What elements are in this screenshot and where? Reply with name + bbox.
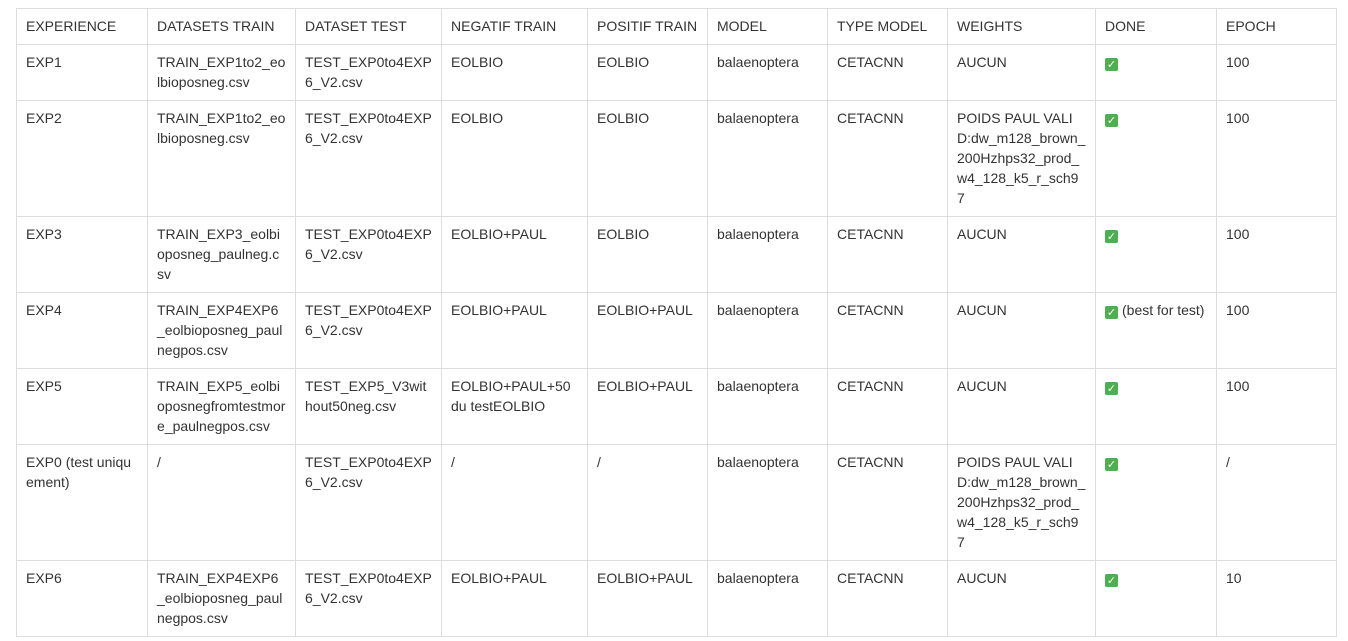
cell-positif-train: EOLBIO <box>588 101 708 217</box>
cell-negatif-train: EOLBIO <box>442 45 588 101</box>
check-mark-icon: ✓ <box>1106 230 1117 243</box>
cell-model: balaenoptera <box>708 217 828 293</box>
header-row <box>17 9 1337 45</box>
cell-epoch: 100 <box>1217 293 1337 369</box>
cell-done <box>1096 561 1217 637</box>
cell-done <box>1096 369 1217 445</box>
cell-weights: AUCUN <box>948 561 1096 637</box>
cell-epoch: 10 <box>1217 561 1337 637</box>
cell-type-model: CETACNN <box>828 45 948 101</box>
cell-datasets-train: TRAIN_EXP1to2_eolbioposneg.csv <box>148 45 296 101</box>
cell-done <box>1096 217 1217 293</box>
cell-model: balaenoptera <box>708 45 828 101</box>
cell-dataset-test: TEST_EXP0to4EXP6_V2.csv <box>296 561 442 637</box>
cell-positif-train: / <box>588 445 708 561</box>
check-mark-icon: ✓ <box>1106 458 1117 471</box>
table-row <box>17 561 1337 637</box>
cell-dataset-test: TEST_EXP0to4EXP6_V2.csv <box>296 217 442 293</box>
cell-dataset-test: TEST_EXP0to4EXP6_V2.csv <box>296 45 442 101</box>
cell-epoch: 100 <box>1217 45 1337 101</box>
header-type-model: TYPE MODEL <box>828 9 948 45</box>
cell-negatif-train: / <box>442 445 588 561</box>
cell-model: balaenoptera <box>708 369 828 445</box>
header-model: MODEL <box>708 9 828 45</box>
cell-weights: POIDS PAUL VALID:dw_m128_brown_200Hzhps32_prod_w4_128_k5_r_sch97 <box>948 101 1096 217</box>
table-header <box>17 9 1337 45</box>
cell-experience: EXP2 <box>17 101 148 217</box>
cell-weights: AUCUN <box>948 217 1096 293</box>
header-done: DONE <box>1096 9 1217 45</box>
cell-experience: EXP1 <box>17 45 148 101</box>
cell-datasets-train: TRAIN_EXP5_eolbioposnegfromtestmore_paulnegpos.csv <box>148 369 296 445</box>
cell-type-model: CETACNN <box>828 217 948 293</box>
check-mark-icon: ✓ <box>1106 114 1117 127</box>
cell-done <box>1096 293 1217 369</box>
cell-dataset-test: TEST_EXP0to4EXP6_V2.csv <box>296 445 442 561</box>
table-row <box>17 45 1337 101</box>
check-mark-icon: ✓ <box>1106 574 1117 587</box>
cell-experience: EXP0 (test uniquement) <box>17 445 148 561</box>
cell-negatif-train: EOLBIO <box>442 101 588 217</box>
table-row <box>17 445 1337 561</box>
cell-dataset-test: TEST_EXP5_V3without50neg.csv <box>296 369 442 445</box>
experiments-table <box>16 8 1337 637</box>
table-body <box>17 45 1337 637</box>
header-weights: WEIGHTS <box>948 9 1096 45</box>
cell-epoch: 100 <box>1217 217 1337 293</box>
cell-negatif-train: EOLBIO+PAUL+50du testEOLBIO <box>442 369 588 445</box>
cell-type-model: CETACNN <box>828 101 948 217</box>
cell-weights: AUCUN <box>948 293 1096 369</box>
cell-done <box>1096 101 1217 217</box>
check-mark-icon: ✓ <box>1106 58 1117 71</box>
cell-positif-train: EOLBIO <box>588 217 708 293</box>
cell-datasets-train: TRAIN_EXP1to2_eolbioposneg.csv <box>148 101 296 217</box>
table-row <box>17 293 1337 369</box>
experiments-table-container <box>16 8 1337 637</box>
cell-model: balaenoptera <box>708 561 828 637</box>
header-positif-train: POSITIF TRAIN <box>588 9 708 45</box>
cell-datasets-train: TRAIN_EXP4EXP6_eolbioposneg_paulnegpos.csv <box>148 561 296 637</box>
cell-model: balaenoptera <box>708 101 828 217</box>
cell-negatif-train: EOLBIO+PAUL <box>442 561 588 637</box>
cell-datasets-train: / <box>148 445 296 561</box>
cell-type-model: CETACNN <box>828 369 948 445</box>
cell-negatif-train: EOLBIO+PAUL <box>442 217 588 293</box>
cell-type-model: CETACNN <box>828 293 948 369</box>
cell-epoch: 100 <box>1217 101 1337 217</box>
cell-positif-train: EOLBIO+PAUL <box>588 369 708 445</box>
cell-epoch: 100 <box>1217 369 1337 445</box>
cell-type-model: CETACNN <box>828 561 948 637</box>
cell-negatif-train: EOLBIO+PAUL <box>442 293 588 369</box>
cell-weights: POIDS PAUL VALID:dw_m128_brown_200Hzhps32_prod_w4_128_k5_r_sch97 <box>948 445 1096 561</box>
check-mark-icon: ✓ <box>1106 382 1117 395</box>
cell-dataset-test: TEST_EXP0to4EXP6_V2.csv <box>296 101 442 217</box>
header-experience: EXPERIENCE <box>17 9 148 45</box>
header-epoch: EPOCH <box>1217 9 1337 45</box>
cell-weights: AUCUN <box>948 369 1096 445</box>
cell-type-model: CETACNN <box>828 445 948 561</box>
cell-done <box>1096 45 1217 101</box>
cell-experience: EXP4 <box>17 293 148 369</box>
cell-datasets-train: TRAIN_EXP4EXP6_eolbioposneg_paulnegpos.csv <box>148 293 296 369</box>
cell-epoch: / <box>1217 445 1337 561</box>
cell-experience: EXP5 <box>17 369 148 445</box>
done-note: (best for test) <box>1122 302 1205 318</box>
cell-experience: EXP6 <box>17 561 148 637</box>
cell-experience: EXP3 <box>17 217 148 293</box>
table-row <box>17 369 1337 445</box>
table-row <box>17 217 1337 293</box>
table-row <box>17 101 1337 217</box>
check-mark-icon: ✓ <box>1106 306 1117 319</box>
header-negatif-train: NEGATIF TRAIN <box>442 9 588 45</box>
cell-positif-train: EOLBIO <box>588 45 708 101</box>
cell-positif-train: EOLBIO+PAUL <box>588 561 708 637</box>
header-dataset-test: DATASET TEST <box>296 9 442 45</box>
cell-done <box>1096 445 1217 561</box>
cell-datasets-train: TRAIN_EXP3_eolbioposneg_paulneg.csv <box>148 217 296 293</box>
cell-dataset-test: TEST_EXP0to4EXP6_V2.csv <box>296 293 442 369</box>
cell-positif-train: EOLBIO+PAUL <box>588 293 708 369</box>
cell-model: balaenoptera <box>708 293 828 369</box>
header-datasets-train: DATASETS TRAIN <box>148 9 296 45</box>
cell-weights: AUCUN <box>948 45 1096 101</box>
cell-model: balaenoptera <box>708 445 828 561</box>
